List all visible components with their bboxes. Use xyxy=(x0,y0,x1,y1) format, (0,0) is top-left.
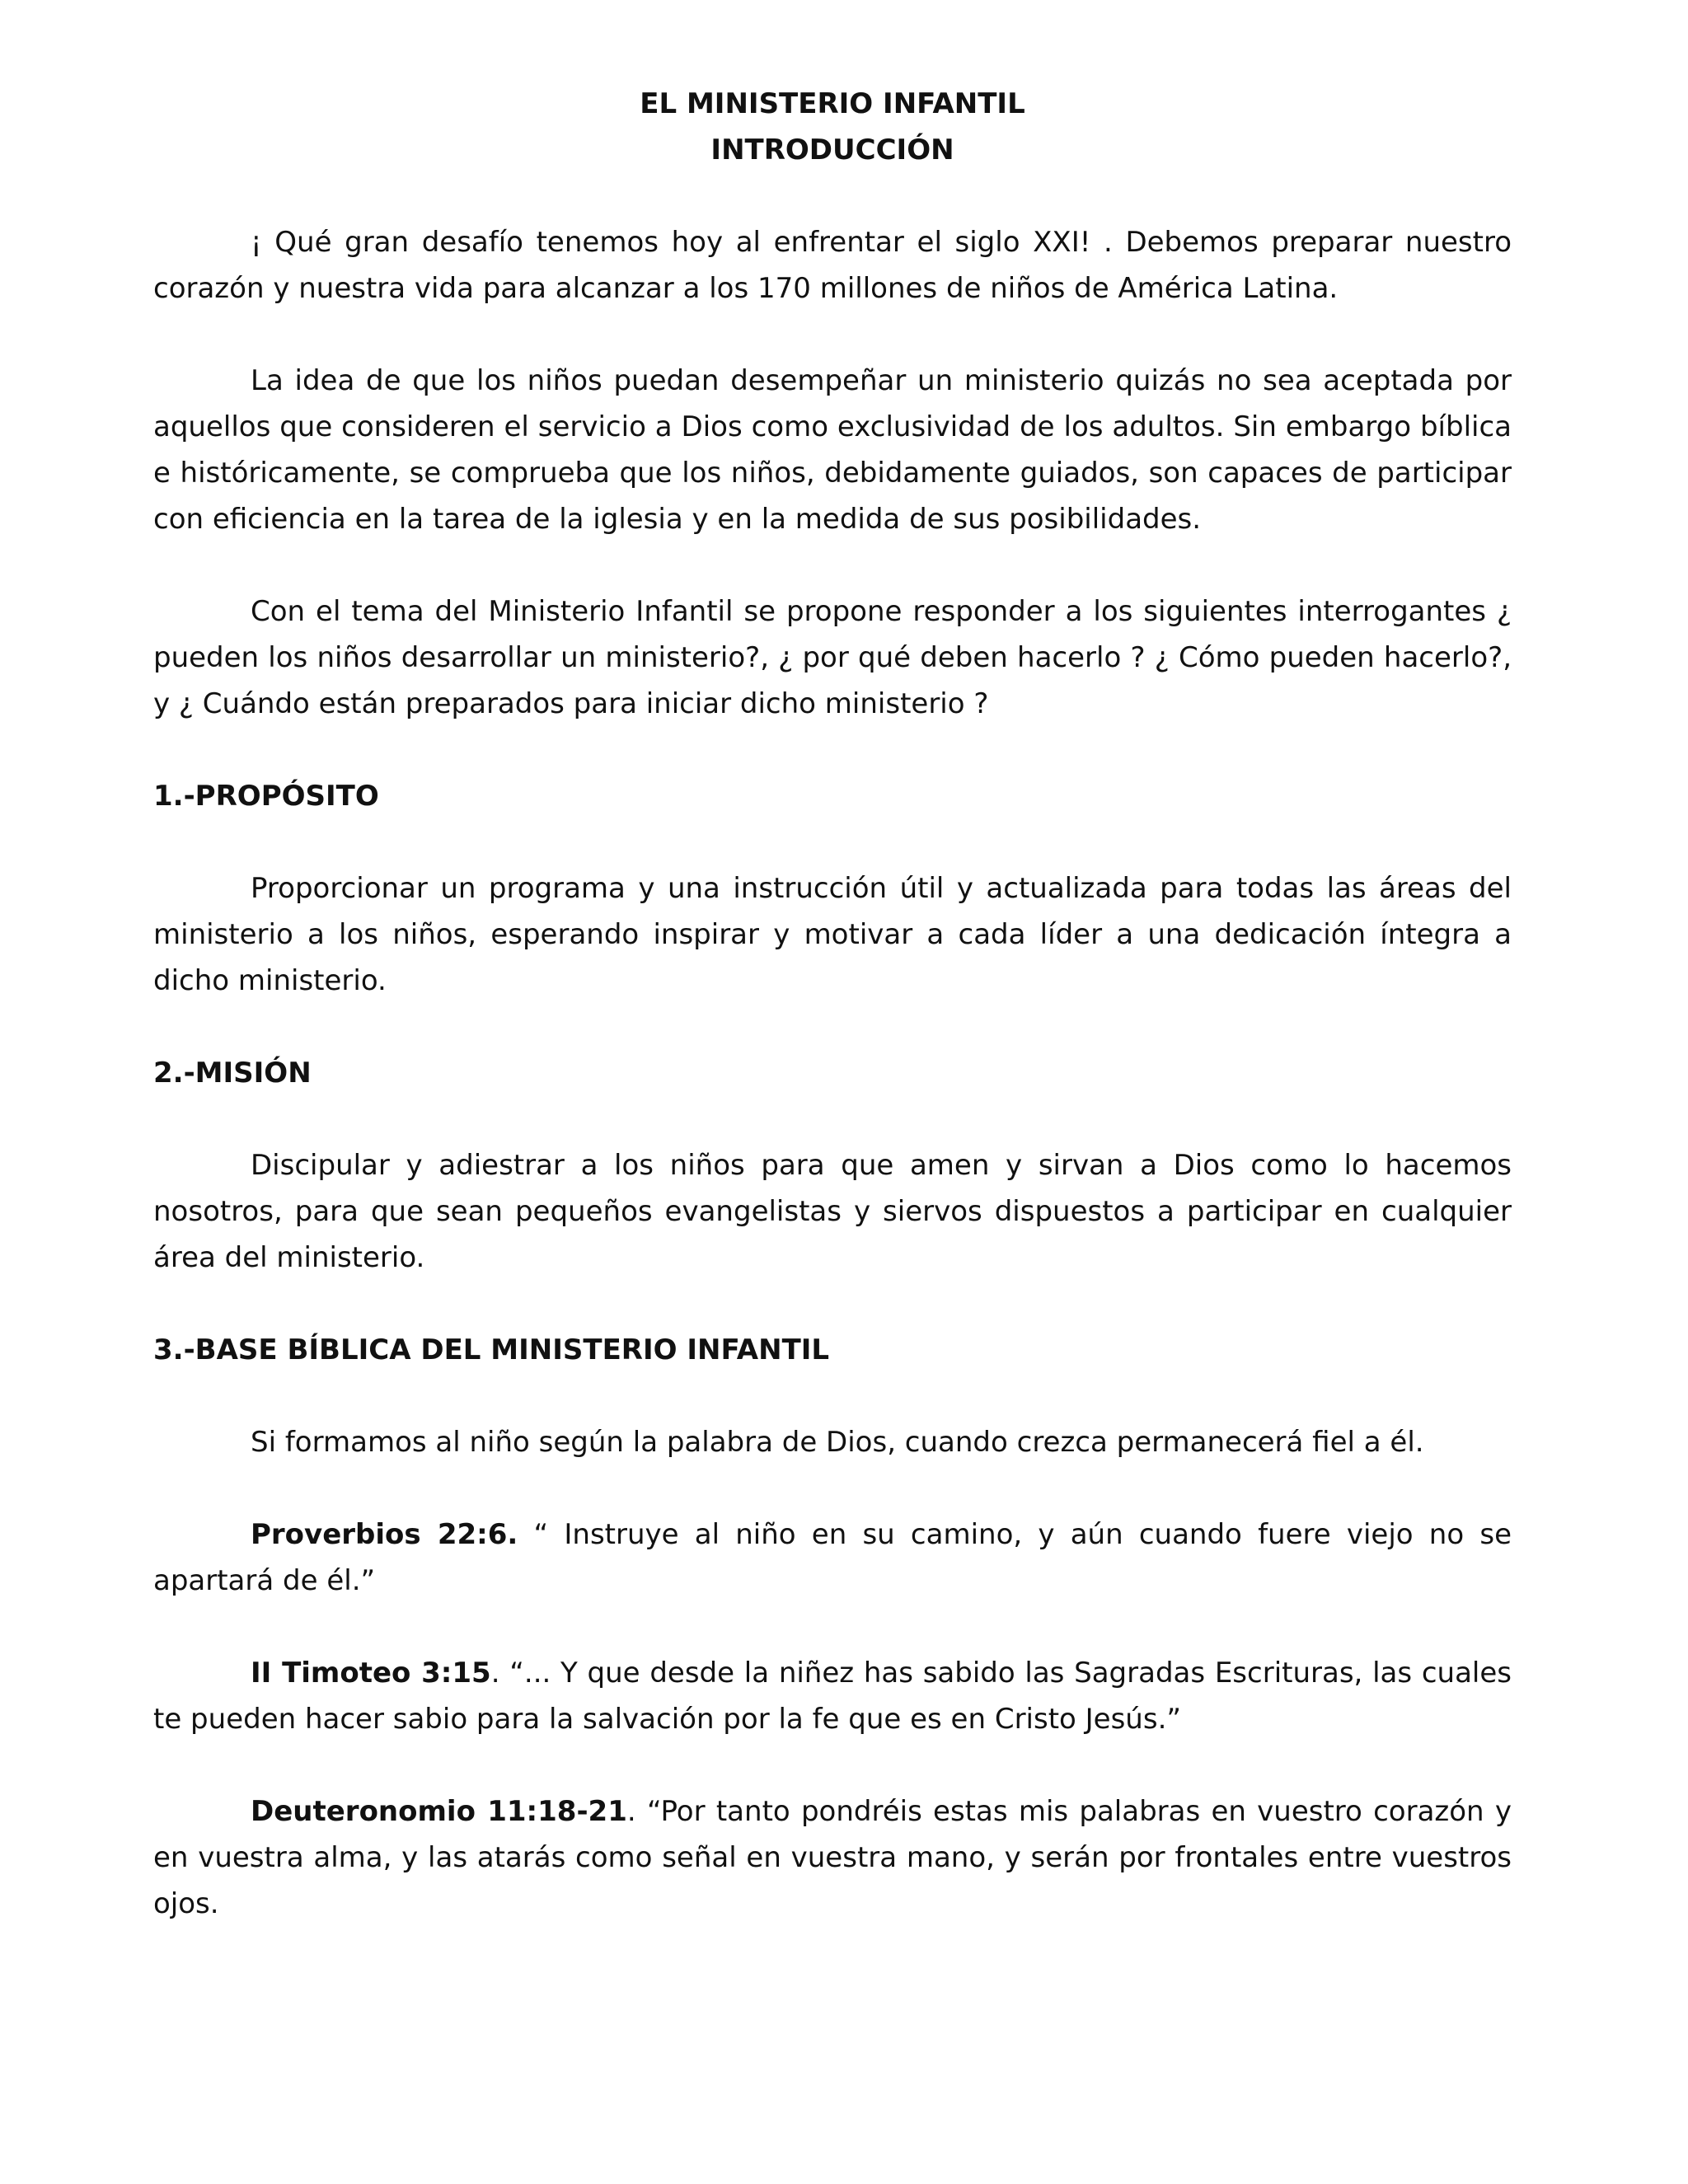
title-line-1: EL MINISTERIO INFANTIL xyxy=(640,87,1025,120)
spacer xyxy=(153,173,1512,219)
verse-text: “ Instruye al niño en su camino, y aún cuando fuere viejo no se apartará de él.” xyxy=(153,1518,1512,1597)
verse-text: . “... Y que desde la niñez has sabido las Sagradas Escrituras, las cuales te pueden hacer sabio para la salvación por la fe que es en Cristo Jesús.” xyxy=(153,1657,1512,1736)
verse-reference: II Timoteo 3:15 xyxy=(251,1657,491,1690)
intro-paragraph-1: ¡ Qué gran desafío tenemos hoy al enfrentar el siglo XXI! . Debemos preparar nuestro corazón y nuestra vida para alcanzar a los 170 millones de niños de América Latina. xyxy=(153,226,1512,305)
section-3-heading: 3.-BASE BÍBLICA DEL MINISTERIO INFANTIL xyxy=(153,1333,830,1366)
document-title xyxy=(153,81,1512,173)
intro-paragraph-2: La idea de que los niños puedan desempeñar un ministerio quizás no sea aceptada por aquellos que consideren el servicio a Dios como exclusividad de los adultos. Sin embargo bíblica e históricamente, se comprueba que los niños, debidamente guiados, son capaces de participar con eficiencia en la tarea de la iglesia y en la medida de sus posibilidades. xyxy=(153,364,1512,536)
verse-text: . “Por tanto pondréis estas mis palabras en vuestro corazón y en vuestra alma, y las atarás como señal en vuestra mano, y serán por frontales entre vuestros ojos. xyxy=(153,1795,1512,1920)
verse-timoteo xyxy=(153,1650,1512,1742)
section-2-heading: 2.-MISIÓN xyxy=(153,1057,312,1090)
section-2-text: Discipular y adiestrar a los niños para que amen y sirvan a Dios como lo hacemos nosotros, para que sean pequeños evangelistas y siervos dispuestos a participar en cualquier área del ministerio. xyxy=(153,1149,1512,1274)
verse-reference: Deuteronomio 11:18-21 xyxy=(251,1795,627,1828)
intro-paragraph-3: Con el tema del Ministerio Infantil se propone responder a los siguientes interrogantes ¿ pueden los niños desarrollar un ministerio?, ¿ por qué deben hacerlo ? ¿ Cómo pueden hacerlo?, y ¿ Cuándo están preparados para iniciar dicho ministerio ? xyxy=(153,595,1512,720)
title-line-2: INTRODUCCIÓN xyxy=(710,134,954,166)
section-3-text: Si formamos al niño según la palabra de Dios, cuando crezca permanecerá fiel a él. xyxy=(251,1426,1424,1459)
section-1-heading: 1.-PROPÓSITO xyxy=(153,780,379,813)
section-1-text: Proporcionar un programa y una instrucción útil y actualizada para todas las áreas del ministerio a los niños, esperando inspirar y motivar a cada líder a una dedicación íntegra a dicho ministerio. xyxy=(153,872,1512,997)
verse-deuteronomio xyxy=(153,1788,1512,1927)
verse-reference: Proverbios 22:6. xyxy=(251,1518,518,1551)
document-body xyxy=(153,81,1512,1973)
verse-proverbios xyxy=(153,1511,1512,1604)
